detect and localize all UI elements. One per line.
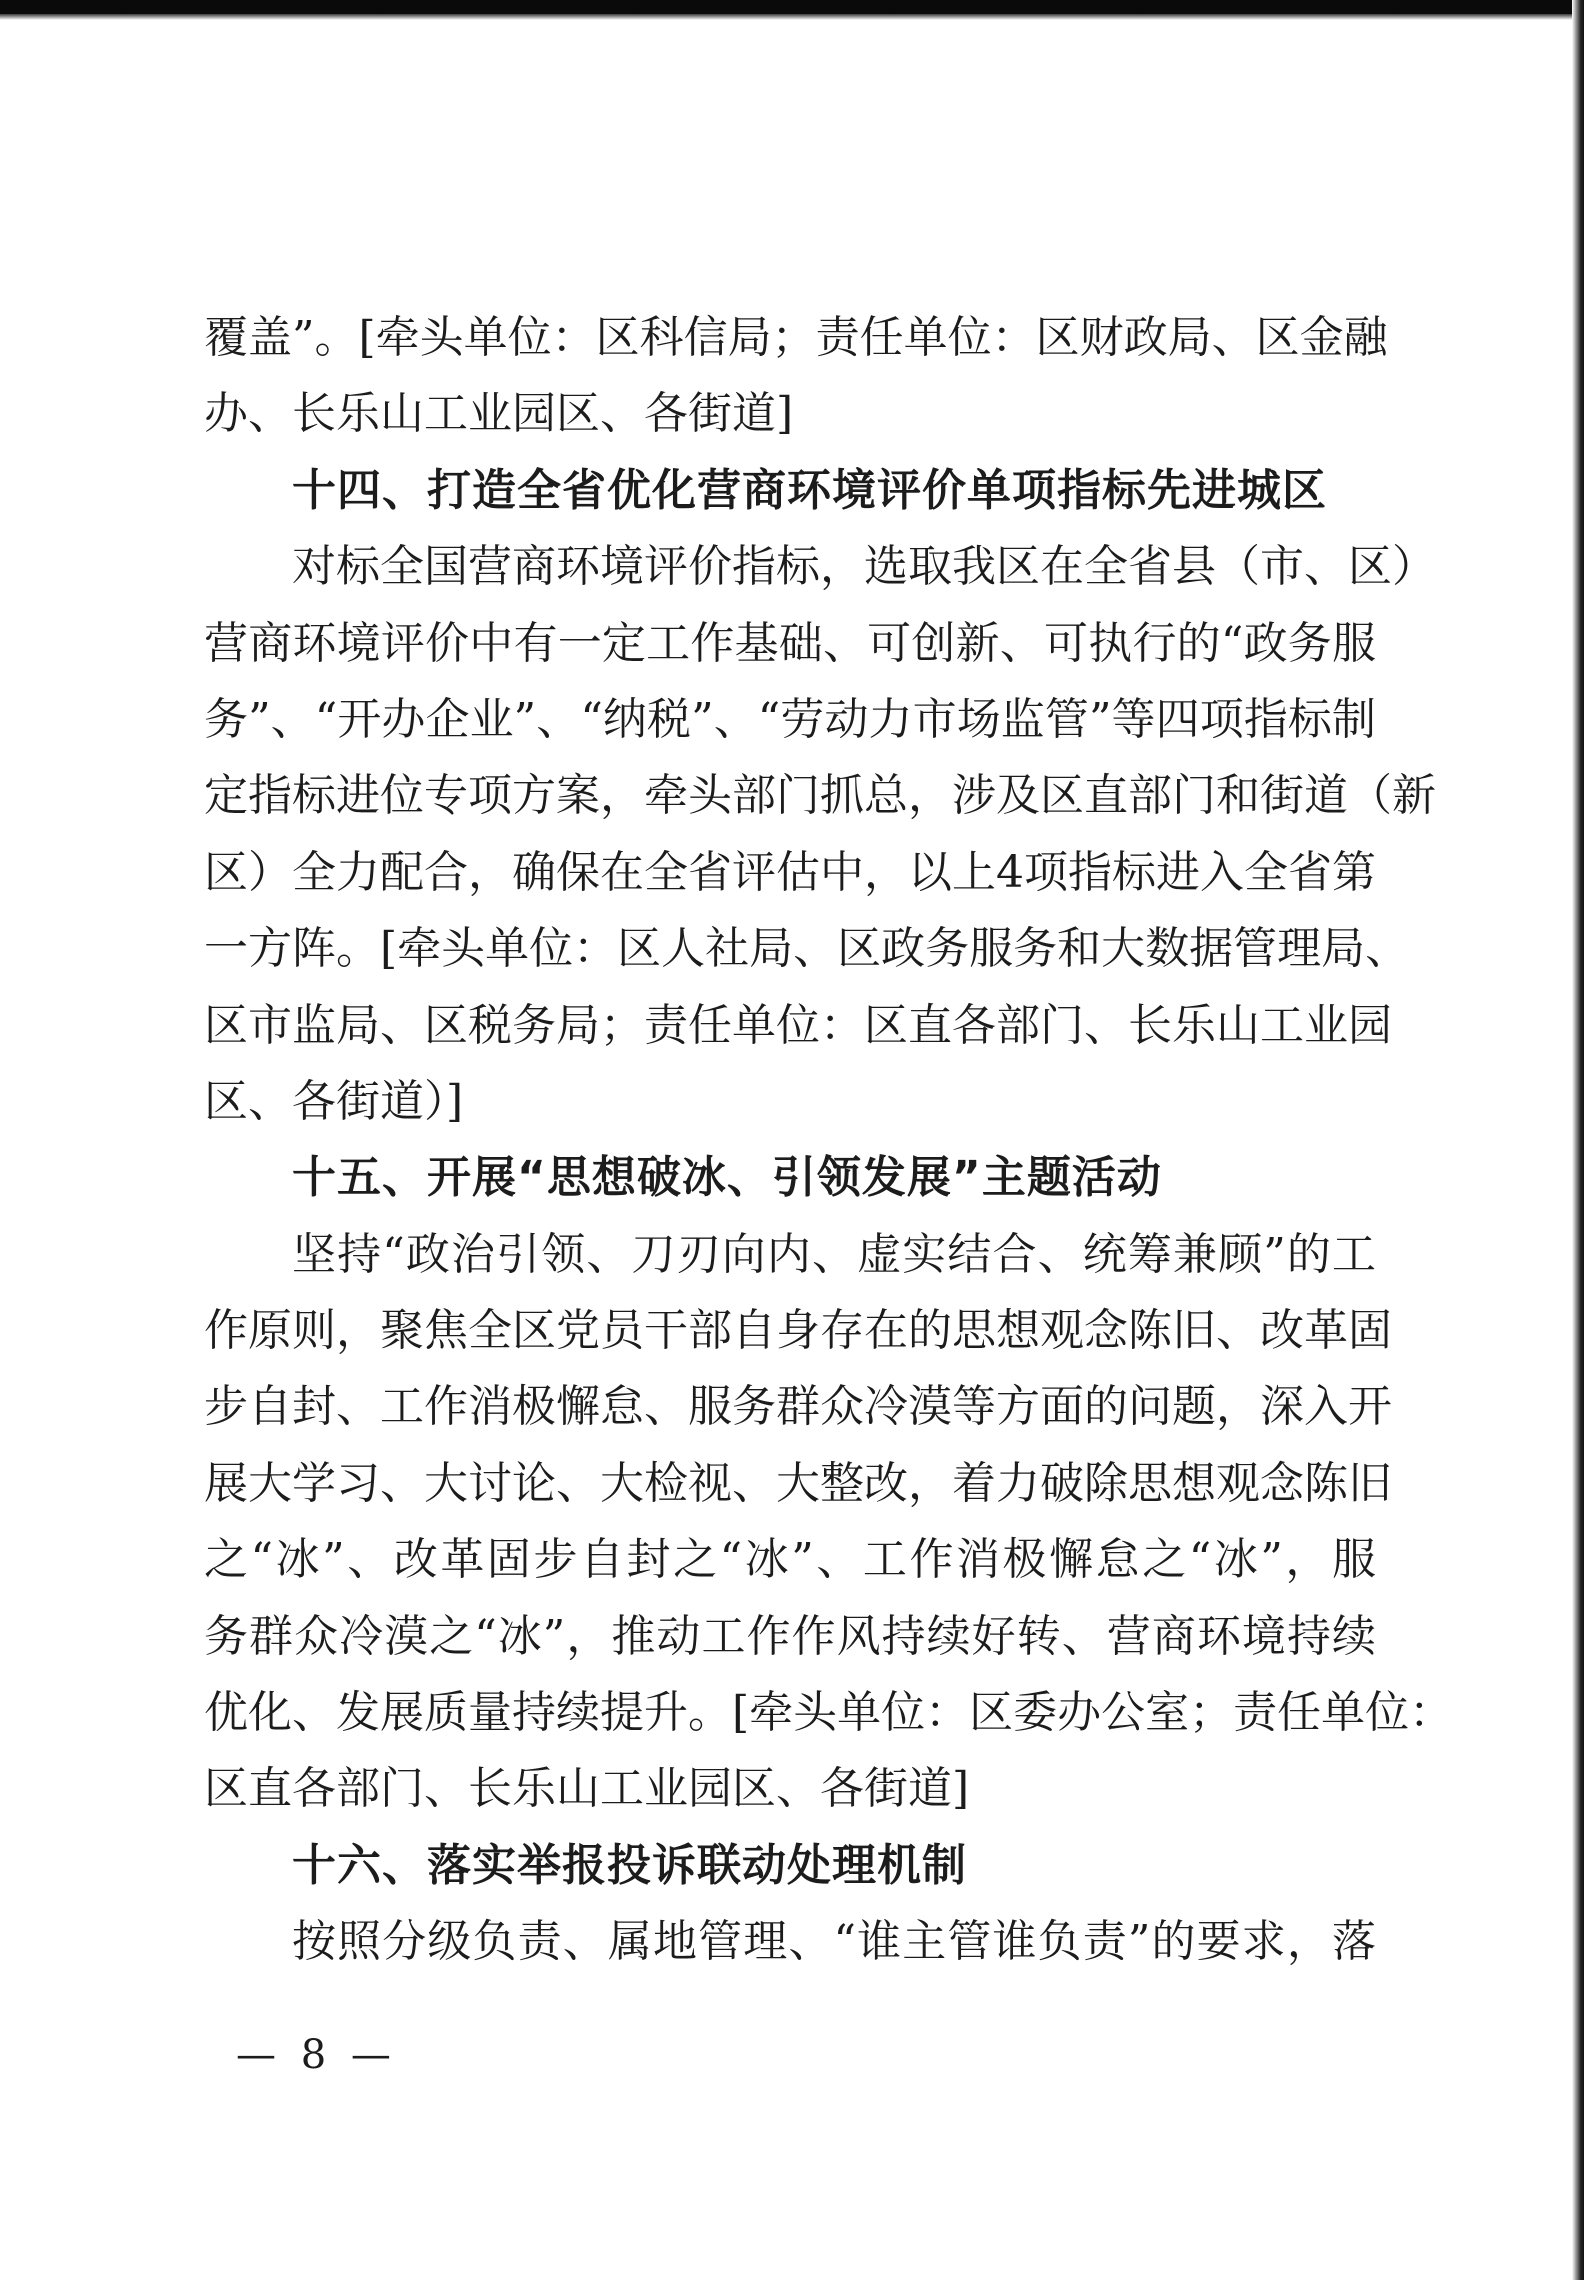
document-body — [204, 300, 1454, 1981]
paragraph-line: 按照分级负责、属地管理、“谁主管谁负责”的要求，落 — [292, 1916, 1376, 1968]
scan-border-right — [1572, 0, 1584, 2280]
paragraph-line: 优化、发展质量持续提升。[牵头单位：区委办公室；责任单位： — [204, 1687, 1454, 1739]
section-heading: 十六、落实举报投诉联动处理机制 — [292, 1839, 967, 1891]
paragraph-line: 营商环境评价中有一定工作基础、可创新、可执行的“政务服 — [204, 617, 1376, 669]
paragraph-line: 务”、“开办企业”、“纳税”、“劳动力市场监管”等四项指标制 — [204, 693, 1376, 745]
paragraph-line: 区、各街道）] — [204, 1075, 464, 1127]
section-heading: 十五、开展“思想破冰、引领发展”主题活动 — [292, 1152, 1162, 1204]
paragraph-line: 坚持“政治引领、刀刃向内、虚实结合、统筹兼顾”的工 — [292, 1228, 1376, 1280]
paragraph-line: 作原则，聚焦全区党员干部自身存在的思想观念陈旧、改革固 — [204, 1305, 1392, 1357]
paragraph-line: 之“冰”、改革固步自封之“冰”、工作消极懈怠之“冰”，服 — [204, 1534, 1376, 1586]
page-number: — 8 — — [236, 2032, 397, 2078]
section-heading: 十四、打造全省优化营商环境评价单项指标先进城区 — [292, 464, 1327, 516]
paragraph-line: 覆盖”。[牵头单位：区科信局；责任单位：区财政局、区金融 — [204, 312, 1388, 363]
paragraph-line: 步自封、工作消极懈怠、服务群众冷漠等方面的问题，深入开 — [204, 1381, 1392, 1433]
paragraph-line: 务群众冷漠之“冰”，推动工作作风持续好转、营商环境持续 — [204, 1610, 1376, 1662]
paragraph-line: 一方阵。[牵头单位：区人社局、区政务服务和大数据管理局、 — [204, 923, 1410, 975]
paragraph-line: 定指标进位专项方案，牵头部门抓总，涉及区直部门和街道（新 — [204, 770, 1436, 822]
paragraph-line: 对标全国营商环境评价指标，选取我区在全省县（市、区） — [292, 541, 1436, 593]
paragraph-line: 展大学习、大讨论、大检视、大整改，着力破除思想观念陈旧 — [204, 1457, 1392, 1509]
paragraph-line: 区直各部门、长乐山工业园区、各街道] — [204, 1763, 970, 1815]
scan-border-top — [0, 0, 1584, 14]
paragraph-line: 区）全力配合，确保在全省评估中，以上4项指标进入全省第 — [204, 846, 1376, 898]
paragraph-line: 区市监局、区税务局；责任单位：区直各部门、长乐山工业园 — [204, 999, 1392, 1051]
paragraph-line: 办、长乐山工业园区、各街道] — [204, 388, 794, 440]
scan-border-top-fade — [0, 14, 1584, 20]
